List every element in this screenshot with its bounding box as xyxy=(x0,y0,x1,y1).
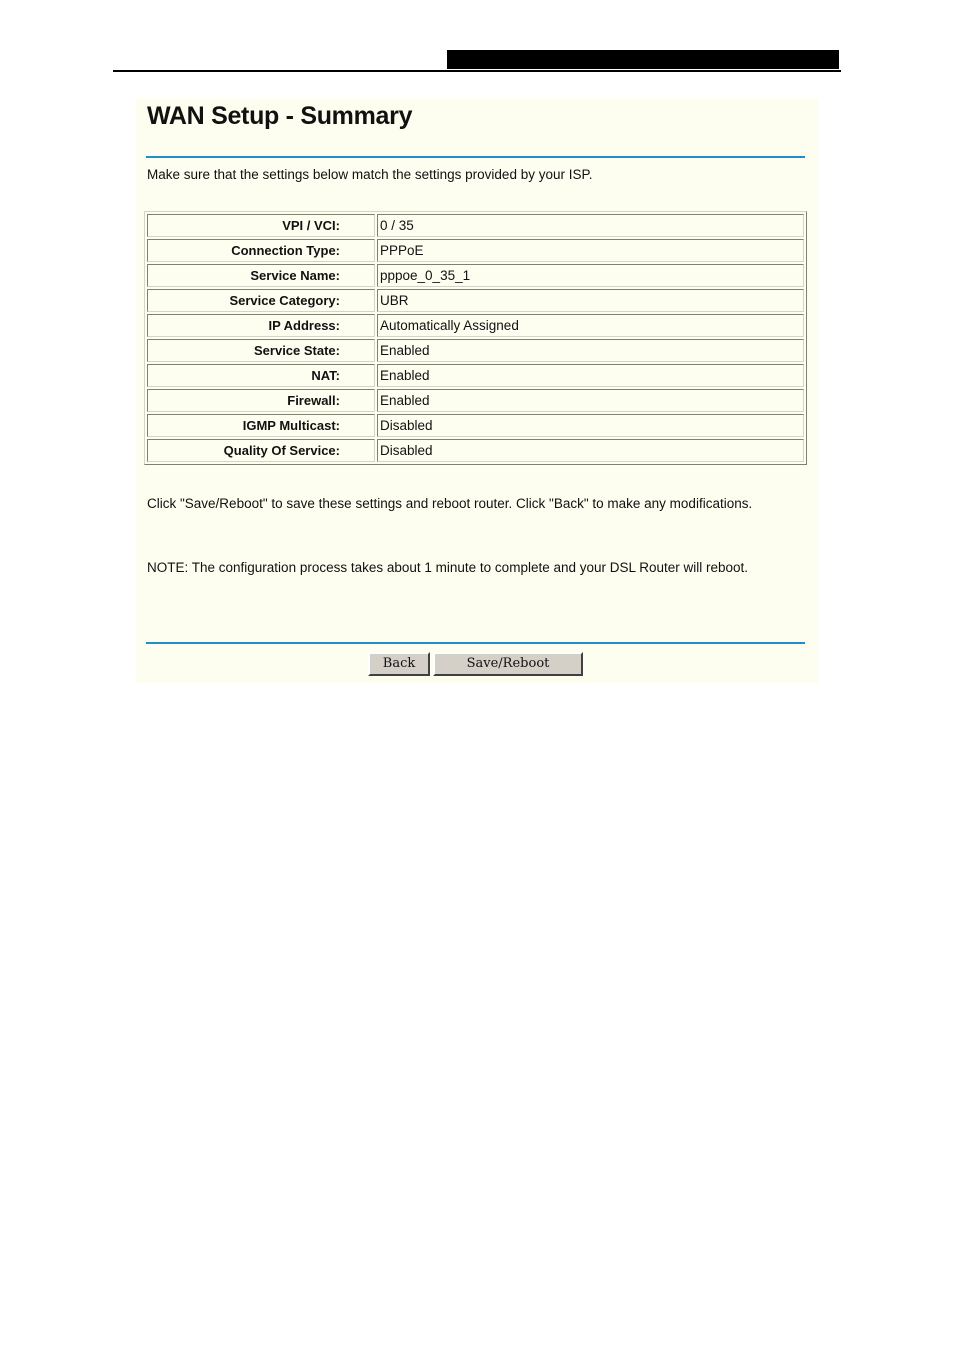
row-label: IP Address: xyxy=(147,314,375,337)
page-title: WAN Setup - Summary xyxy=(147,102,413,130)
row-value: Enabled xyxy=(377,364,804,387)
intro-text: Make sure that the settings below match the settings provided by your ISP. xyxy=(147,167,593,182)
row-value: Enabled xyxy=(377,339,804,362)
document-header-rule xyxy=(113,70,841,72)
row-value: PPPoE xyxy=(377,239,804,262)
row-label: Connection Type: xyxy=(147,239,375,262)
note-text: NOTE: The configuration process takes about 1 minute to complete and your DSL Router will reboot. xyxy=(147,560,749,575)
row-label: VPI / VCI: xyxy=(147,214,375,237)
row-value: Disabled xyxy=(377,414,804,437)
row-value: pppoe_0_35_1 xyxy=(377,264,804,287)
row-value: Automatically Assigned xyxy=(377,314,804,337)
row-label: Firewall: xyxy=(147,389,375,412)
row-value: Enabled xyxy=(377,389,804,412)
table-row xyxy=(147,414,804,437)
row-label: NAT: xyxy=(147,364,375,387)
bottom-divider xyxy=(146,642,805,644)
wan-summary-panel xyxy=(136,98,818,683)
table-row xyxy=(147,439,804,462)
document-header-bar xyxy=(447,50,839,69)
save-instructions: Click "Save/Reboot" to save these settings and reboot router. Click "Back" to make any modifications. xyxy=(147,496,753,511)
table-row xyxy=(147,264,804,287)
row-label: Service Name: xyxy=(147,264,375,287)
table-row xyxy=(147,239,804,262)
table-row xyxy=(147,339,804,362)
row-label: Service State: xyxy=(147,339,375,362)
row-value: Disabled xyxy=(377,439,804,462)
table-row xyxy=(147,389,804,412)
row-label: IGMP Multicast: xyxy=(147,414,375,437)
summary-table xyxy=(144,211,807,465)
row-label: Quality Of Service: xyxy=(147,439,375,462)
table-row xyxy=(147,289,804,312)
table-row xyxy=(147,314,804,337)
top-divider xyxy=(146,156,805,158)
row-label: Service Category: xyxy=(147,289,375,312)
table-row xyxy=(147,364,804,387)
save-reboot-button[interactable]: Save/Reboot xyxy=(433,652,583,676)
table-row xyxy=(147,214,804,237)
row-value: UBR xyxy=(377,289,804,312)
row-value: 0 / 35 xyxy=(377,214,804,237)
back-button[interactable]: Back xyxy=(368,652,430,676)
